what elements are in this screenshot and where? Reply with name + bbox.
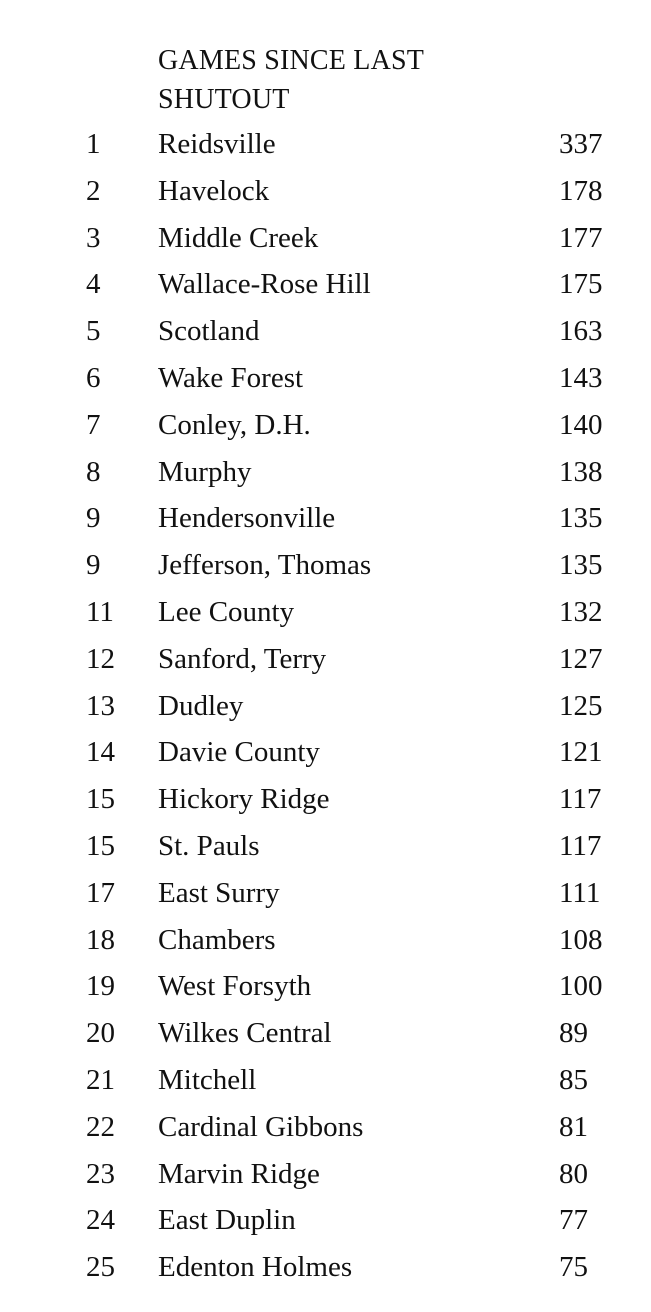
games-count: 177 [559,221,603,254]
rank: 9 [86,549,101,582]
list-item [0,495,651,542]
list-item [0,589,651,636]
team-name: Jefferson, Thomas [158,549,372,582]
games-count: 75 [559,1251,588,1284]
team-name: East Surry [158,876,280,909]
team-name: Reidsville [158,128,276,160]
games-count: 111 [559,876,601,909]
team-name: Lee County [158,595,295,628]
team-name: Wake Forest [158,361,304,394]
rank: 17 [86,876,115,909]
rank: 19 [86,970,115,1003]
list-item [0,1244,651,1291]
team-name: West Forsyth [158,970,312,1003]
list-item [0,1057,651,1104]
team-name: Hickory Ridge [158,783,330,816]
games-count: 125 [559,689,603,722]
rank: 11 [86,595,114,628]
list-item [0,870,651,917]
games-count: 163 [559,315,603,348]
games-count: 337 [559,128,603,160]
games-count: 80 [559,1157,588,1190]
list-item [0,823,651,870]
column-header [158,41,424,119]
list-item [0,776,651,823]
rank: 18 [86,923,115,956]
list-item [0,542,651,589]
rank: 14 [86,736,115,769]
team-name: Chambers [158,923,276,956]
rank: 3 [86,221,101,254]
list-item [0,729,651,776]
list-item [0,168,651,215]
games-count: 77 [559,1204,588,1237]
team-name: St. Pauls [158,829,260,862]
games-count: 138 [559,455,603,488]
team-name: Wilkes Central [158,1017,332,1050]
rank: 13 [86,689,115,722]
rank: 15 [86,783,115,816]
team-name: Dudley [158,689,244,722]
list-item [0,308,651,355]
list-item [0,683,651,730]
rank: 9 [86,502,101,535]
team-name: Scotland [158,315,260,348]
list-item [0,917,651,964]
rank: 21 [86,1063,115,1096]
rank: 25 [86,1251,115,1284]
games-count: 85 [559,1063,588,1096]
list-item [0,963,651,1010]
team-name: Marvin Ridge [158,1157,320,1190]
games-count: 89 [559,1017,588,1050]
team-name: Havelock [158,174,270,207]
games-count: 132 [559,595,603,628]
rank: 7 [86,408,101,441]
list-item [0,1104,651,1151]
rank: 4 [86,268,101,301]
games-count: 175 [559,268,603,301]
team-name: Hendersonville [158,502,336,535]
list-item [0,636,651,683]
list-item [0,1010,651,1057]
team-name: Murphy [158,455,252,488]
games-count: 108 [559,923,603,956]
games-count: 117 [559,829,602,862]
rank: 24 [86,1204,115,1237]
team-name: Wallace-Rose Hill [158,268,371,301]
rankings-list [0,121,651,1291]
games-count: 127 [559,642,603,675]
games-count: 140 [559,408,603,441]
list-item [0,1197,651,1244]
list-item [0,1151,651,1198]
team-name: Davie County [158,736,320,769]
games-count: 135 [559,502,603,535]
rank: 12 [86,642,115,675]
rank: 22 [86,1110,115,1143]
list-item [0,449,651,496]
list-item [0,402,651,449]
rank: 15 [86,829,115,862]
list-item [0,355,651,402]
team-name: Middle Creek [158,221,319,254]
games-count: 81 [559,1110,588,1143]
list-item [0,261,651,308]
rank: 23 [86,1157,115,1190]
list-item [0,121,651,168]
column-header-line-2: SHUTOUT [158,84,290,115]
rank: 2 [86,174,101,207]
rank: 6 [86,361,101,394]
rank: 8 [86,455,101,488]
team-name: Cardinal Gibbons [158,1110,364,1143]
games-count: 178 [559,174,603,207]
games-count: 100 [559,970,603,1003]
column-header-line-1: GAMES SINCE LAST [158,45,425,76]
rank: 20 [86,1017,115,1050]
team-name: Mitchell [158,1063,257,1096]
games-count: 135 [559,549,603,582]
rank: 1 [86,128,101,160]
games-count: 117 [559,783,602,816]
rank: 5 [86,315,101,348]
list-item [0,215,651,262]
games-count: 121 [559,736,603,769]
team-name: Conley, D.H. [158,408,311,441]
games-count: 143 [559,361,603,394]
team-name: Edenton Holmes [158,1251,353,1284]
team-name: Sanford, Terry [158,642,327,675]
team-name: East Duplin [158,1204,296,1237]
